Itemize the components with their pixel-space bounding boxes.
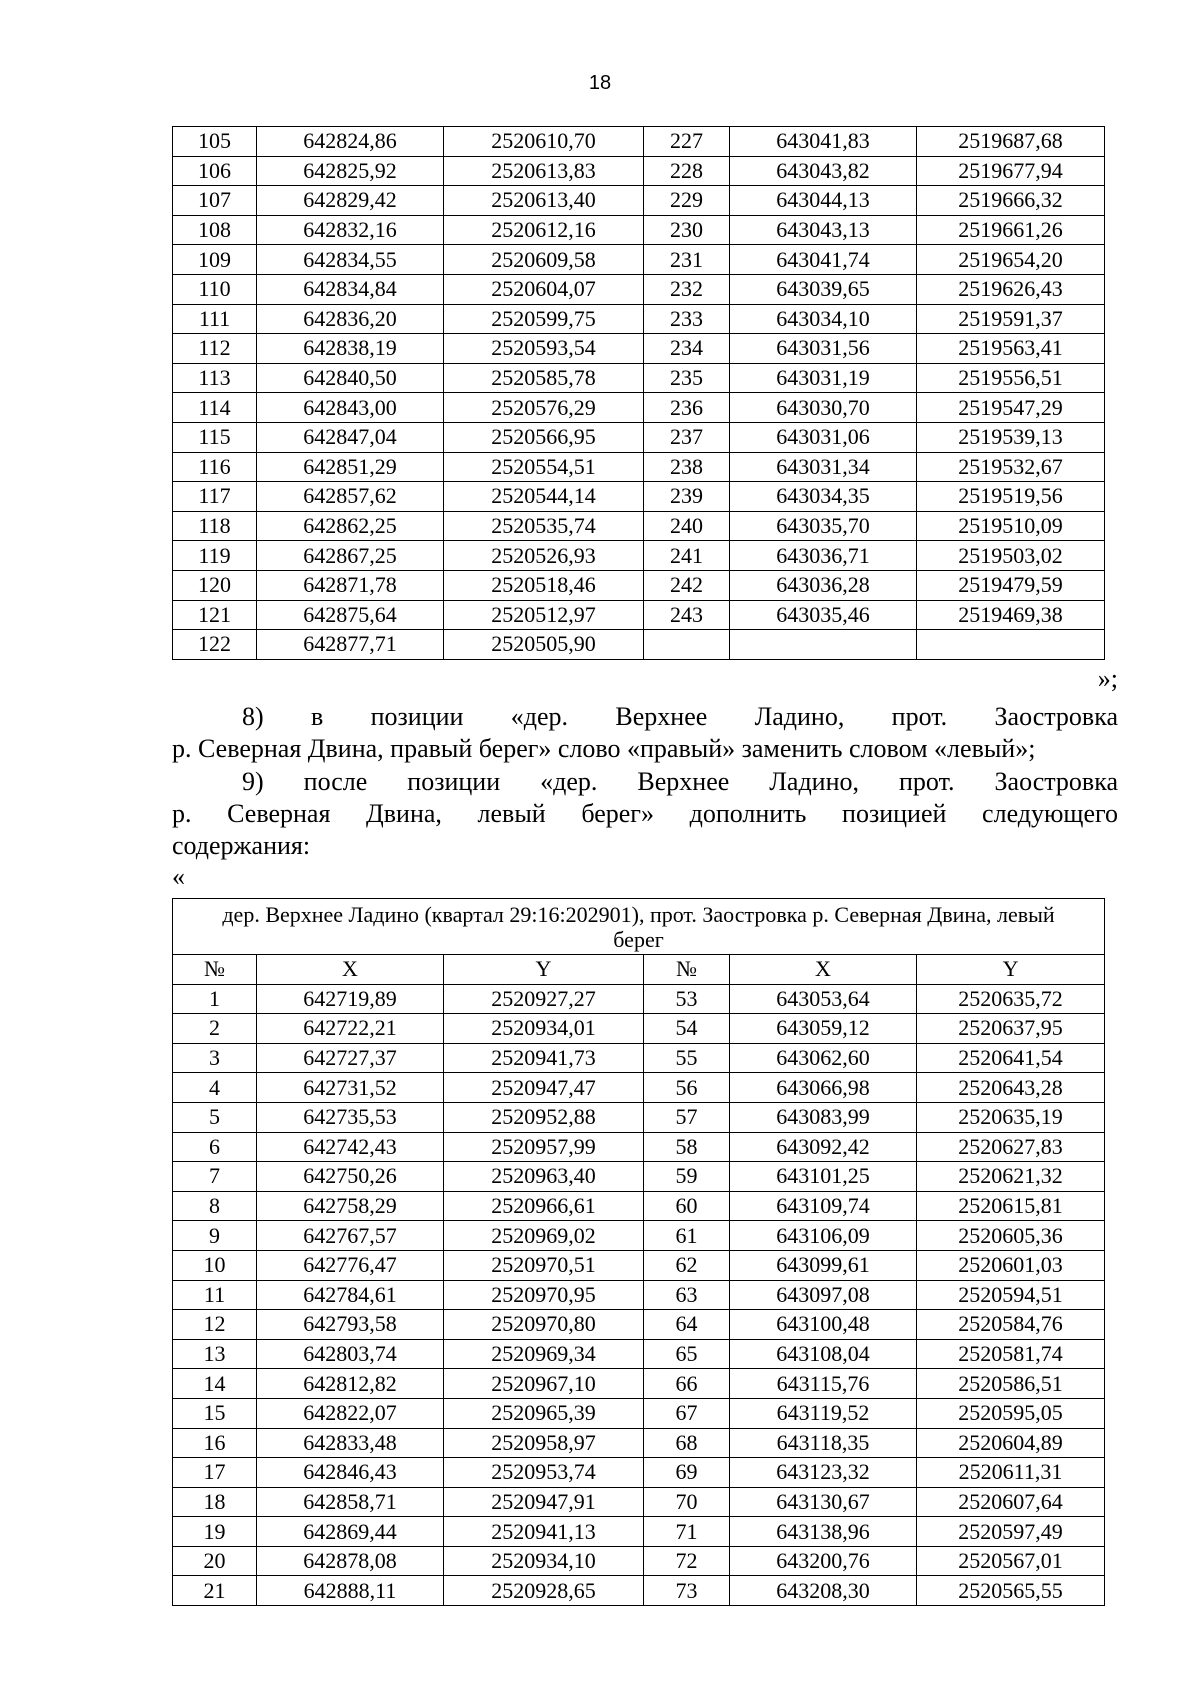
y-coordinate-cell: 2520611,31 — [917, 1458, 1105, 1488]
y-coordinate-cell: 2520544,14 — [444, 482, 644, 512]
y-coordinate-cell: 2520941,13 — [444, 1517, 644, 1547]
x-coordinate-cell: 643119,52 — [730, 1398, 917, 1428]
y-coordinate-cell: 2520512,97 — [444, 600, 644, 630]
point-number-cell: 236 — [644, 393, 730, 423]
y-coordinate-cell: 2520627,83 — [917, 1132, 1105, 1162]
x-coordinate-cell: 643092,42 — [730, 1132, 917, 1162]
y-coordinate-cell: 2520518,46 — [444, 570, 644, 600]
header-y-2: Y — [917, 955, 1105, 985]
point-number-cell: 8 — [173, 1191, 257, 1221]
y-coordinate-cell: 2520601,03 — [917, 1250, 1105, 1280]
y-coordinate-cell: 2520947,47 — [444, 1073, 644, 1103]
y-coordinate-cell: 2520952,88 — [444, 1102, 644, 1132]
table-row — [173, 1221, 1105, 1251]
x-coordinate-cell: 643099,61 — [730, 1250, 917, 1280]
y-coordinate-cell: 2520613,83 — [444, 156, 644, 186]
point-number-cell: 11 — [173, 1280, 257, 1310]
x-coordinate-cell: 643035,70 — [730, 511, 917, 541]
x-coordinate-cell: 643041,74 — [730, 245, 917, 275]
y-coordinate-cell: 2519479,59 — [917, 570, 1105, 600]
table-row — [173, 1369, 1105, 1399]
point-number-cell: 109 — [173, 245, 257, 275]
y-coordinate-cell: 2519687,68 — [917, 127, 1105, 157]
x-coordinate-cell: 643123,32 — [730, 1458, 917, 1488]
y-coordinate-cell: 2519661,26 — [917, 215, 1105, 245]
x-coordinate-cell: 642735,53 — [257, 1102, 444, 1132]
y-coordinate-cell: 2520934,10 — [444, 1546, 644, 1576]
point-number-cell: 107 — [173, 186, 257, 216]
point-number-cell: 66 — [644, 1369, 730, 1399]
x-coordinate-cell: 643030,70 — [730, 393, 917, 423]
header-number: № — [173, 955, 257, 985]
x-coordinate-cell: 643066,98 — [730, 1073, 917, 1103]
y-coordinate-cell: 2520927,27 — [444, 984, 644, 1014]
y-coordinate-cell: 2520958,97 — [444, 1428, 644, 1458]
x-coordinate-cell: 643106,09 — [730, 1221, 917, 1251]
amendment-item-8 — [172, 701, 1118, 765]
point-number-cell: 235 — [644, 363, 730, 393]
x-coordinate-cell: 643031,34 — [730, 452, 917, 482]
table-header-row — [173, 955, 1105, 985]
y-coordinate-cell: 2520970,80 — [444, 1310, 644, 1340]
header-x: X — [257, 955, 444, 985]
point-number-cell: 18 — [173, 1487, 257, 1517]
x-coordinate-cell: 642875,64 — [257, 600, 444, 630]
table-row — [173, 334, 1105, 364]
x-coordinate-cell: 643108,04 — [730, 1339, 917, 1369]
table-row — [173, 511, 1105, 541]
point-number-cell: 3 — [173, 1043, 257, 1073]
table-row — [173, 600, 1105, 630]
table-row — [173, 1043, 1105, 1073]
point-number-cell: 112 — [173, 334, 257, 364]
y-coordinate-cell: 2519677,94 — [917, 156, 1105, 186]
point-number-cell: 67 — [644, 1398, 730, 1428]
y-coordinate-cell: 2520621,32 — [917, 1162, 1105, 1192]
x-coordinate-cell: 642847,04 — [257, 422, 444, 452]
y-coordinate-cell: 2520615,81 — [917, 1191, 1105, 1221]
coordinates-table-continued — [172, 126, 1105, 660]
point-number-cell: 228 — [644, 156, 730, 186]
point-number-cell: 13 — [173, 1339, 257, 1369]
table-row — [173, 1546, 1105, 1576]
y-coordinate-cell: 2520966,61 — [444, 1191, 644, 1221]
point-number-cell: 1 — [173, 984, 257, 1014]
point-number-cell: 110 — [173, 274, 257, 304]
x-coordinate-cell: 642858,71 — [257, 1487, 444, 1517]
y-coordinate-cell: 2520643,28 — [917, 1073, 1105, 1103]
point-number-cell: 19 — [173, 1517, 257, 1547]
point-number-cell: 227 — [644, 127, 730, 157]
x-coordinate-cell: 642784,61 — [257, 1280, 444, 1310]
x-coordinate-cell: 642767,57 — [257, 1221, 444, 1251]
point-number-cell: 116 — [173, 452, 257, 482]
y-coordinate-cell: 2520576,29 — [444, 393, 644, 423]
x-coordinate-cell: 642722,21 — [257, 1014, 444, 1044]
point-number-cell: 239 — [644, 482, 730, 512]
point-number-cell: 2 — [173, 1014, 257, 1044]
y-coordinate-cell: 2520969,34 — [444, 1339, 644, 1369]
x-coordinate-cell: 642742,43 — [257, 1132, 444, 1162]
y-coordinate-cell: 2520641,54 — [917, 1043, 1105, 1073]
x-coordinate-cell: 642833,48 — [257, 1428, 444, 1458]
y-coordinate-cell: 2520605,36 — [917, 1221, 1105, 1251]
y-coordinate-cell: 2520565,55 — [917, 1576, 1105, 1606]
point-number-cell: 122 — [173, 630, 257, 660]
x-coordinate-cell: 642834,55 — [257, 245, 444, 275]
table-caption: дер. Верхнее Ладино (квартал 29:16:202901), прот. Заостровка р. Северная Двина, левый берег — [173, 899, 1105, 955]
y-coordinate-cell: 2520635,72 — [917, 984, 1105, 1014]
point-number-cell: 71 — [644, 1517, 730, 1547]
y-coordinate-cell: 2519654,20 — [917, 245, 1105, 275]
x-coordinate-cell: 643043,13 — [730, 215, 917, 245]
point-number-cell: 56 — [644, 1073, 730, 1103]
x-coordinate-cell: 643043,82 — [730, 156, 917, 186]
y-coordinate-cell: 2520595,05 — [917, 1398, 1105, 1428]
x-coordinate-cell: 643034,10 — [730, 304, 917, 334]
point-number-cell: 10 — [173, 1250, 257, 1280]
table-row — [173, 1014, 1105, 1044]
y-coordinate-cell: 2520566,95 — [444, 422, 644, 452]
point-number-cell: 7 — [173, 1162, 257, 1192]
y-coordinate-cell: 2520584,76 — [917, 1310, 1105, 1340]
point-number-cell: 60 — [644, 1191, 730, 1221]
x-coordinate-cell: 642731,52 — [257, 1073, 444, 1103]
point-number-cell: 117 — [173, 482, 257, 512]
y-coordinate-cell: 2520963,40 — [444, 1162, 644, 1192]
y-coordinate-cell: 2520610,70 — [444, 127, 644, 157]
table-row — [173, 156, 1105, 186]
table-row — [173, 984, 1105, 1014]
x-coordinate-cell: 642727,37 — [257, 1043, 444, 1073]
table-row — [173, 245, 1105, 275]
x-coordinate-cell: 643036,28 — [730, 570, 917, 600]
point-number-cell: 243 — [644, 600, 730, 630]
y-coordinate-cell: 2520599,75 — [444, 304, 644, 334]
x-coordinate-cell: 643101,25 — [730, 1162, 917, 1192]
point-number-cell: 53 — [644, 984, 730, 1014]
opening-quote: « — [172, 862, 185, 891]
x-coordinate-cell: 642758,29 — [257, 1191, 444, 1221]
x-coordinate-cell: 643200,76 — [730, 1546, 917, 1576]
y-coordinate-cell: 2520607,64 — [917, 1487, 1105, 1517]
amendment-9-line-2: р. Северная Двина, левый берег» дополнить позицией следующего — [172, 799, 1118, 828]
point-number-cell: 61 — [644, 1221, 730, 1251]
point-number-cell: 111 — [173, 304, 257, 334]
table-row — [173, 1073, 1105, 1103]
x-coordinate-cell: 642871,78 — [257, 570, 444, 600]
point-number-cell: 115 — [173, 422, 257, 452]
point-number-cell: 70 — [644, 1487, 730, 1517]
point-number-cell: 68 — [644, 1428, 730, 1458]
y-coordinate-cell: 2520567,01 — [917, 1546, 1105, 1576]
x-coordinate-cell: 642888,11 — [257, 1576, 444, 1606]
y-coordinate-cell: 2519532,67 — [917, 452, 1105, 482]
point-number-cell: 21 — [173, 1576, 257, 1606]
point-number-cell: 72 — [644, 1546, 730, 1576]
y-coordinate-cell: 2520928,65 — [444, 1576, 644, 1606]
y-coordinate-cell: 2520957,99 — [444, 1132, 644, 1162]
point-number-cell: 4 — [173, 1073, 257, 1103]
header-y: Y — [444, 955, 644, 985]
x-coordinate-cell — [730, 630, 917, 660]
table-row — [173, 1102, 1105, 1132]
y-coordinate-cell: 2520947,91 — [444, 1487, 644, 1517]
point-number-cell: 58 — [644, 1132, 730, 1162]
table-row — [173, 186, 1105, 216]
x-coordinate-cell: 643100,48 — [730, 1310, 917, 1340]
x-coordinate-cell: 642825,92 — [257, 156, 444, 186]
point-number-cell: 54 — [644, 1014, 730, 1044]
point-number-cell: 241 — [644, 541, 730, 571]
y-coordinate-cell: 2520635,19 — [917, 1102, 1105, 1132]
y-coordinate-cell: 2520612,16 — [444, 215, 644, 245]
table-row — [173, 393, 1105, 423]
point-number-cell: 57 — [644, 1102, 730, 1132]
table-row — [173, 1250, 1105, 1280]
table-row — [173, 127, 1105, 157]
y-coordinate-cell: 2519626,43 — [917, 274, 1105, 304]
y-coordinate-cell: 2520934,01 — [444, 1014, 644, 1044]
point-number-cell: 105 — [173, 127, 257, 157]
point-number-cell: 62 — [644, 1250, 730, 1280]
table-row — [173, 541, 1105, 571]
point-number-cell: 118 — [173, 511, 257, 541]
x-coordinate-cell: 642793,58 — [257, 1310, 444, 1340]
x-coordinate-cell: 643109,74 — [730, 1191, 917, 1221]
table-row — [173, 422, 1105, 452]
x-coordinate-cell: 642822,07 — [257, 1398, 444, 1428]
table-row — [173, 274, 1105, 304]
table-row — [173, 1458, 1105, 1488]
amendment-8-line-1: 8) в позиции «дер. Верхнее Ладино, прот. Заостровка — [242, 702, 1118, 731]
point-number-cell: 232 — [644, 274, 730, 304]
point-number-cell: 120 — [173, 570, 257, 600]
point-number-cell: 17 — [173, 1458, 257, 1488]
point-number-cell: 119 — [173, 541, 257, 571]
y-coordinate-cell — [917, 630, 1105, 660]
point-number-cell: 234 — [644, 334, 730, 364]
y-coordinate-cell: 2519563,41 — [917, 334, 1105, 364]
table-row — [173, 1339, 1105, 1369]
y-coordinate-cell: 2520593,54 — [444, 334, 644, 364]
x-coordinate-cell: 642824,86 — [257, 127, 444, 157]
y-coordinate-cell: 2519556,51 — [917, 363, 1105, 393]
y-coordinate-cell: 2520586,51 — [917, 1369, 1105, 1399]
y-coordinate-cell: 2520535,74 — [444, 511, 644, 541]
x-coordinate-cell: 642878,08 — [257, 1546, 444, 1576]
y-coordinate-cell: 2520967,10 — [444, 1369, 644, 1399]
point-number-cell: 121 — [173, 600, 257, 630]
amendment-8-line-2: р. Северная Двина, правый берег» слово «правый» заменить словом «левый»; — [172, 734, 1036, 763]
point-number-cell: 240 — [644, 511, 730, 541]
closing-quote: »; — [1097, 664, 1118, 693]
y-coordinate-cell: 2520637,95 — [917, 1014, 1105, 1044]
table-row — [173, 304, 1105, 334]
point-number-cell: 108 — [173, 215, 257, 245]
y-coordinate-cell: 2519519,56 — [917, 482, 1105, 512]
table-row — [173, 215, 1105, 245]
y-coordinate-cell: 2520597,49 — [917, 1517, 1105, 1547]
x-coordinate-cell: 642843,00 — [257, 393, 444, 423]
header-number-2: № — [644, 955, 730, 985]
table-row — [173, 452, 1105, 482]
x-coordinate-cell: 642832,16 — [257, 215, 444, 245]
x-coordinate-cell: 642840,50 — [257, 363, 444, 393]
x-coordinate-cell: 643041,83 — [730, 127, 917, 157]
y-coordinate-cell: 2519469,38 — [917, 600, 1105, 630]
x-coordinate-cell: 642851,29 — [257, 452, 444, 482]
y-coordinate-cell: 2520613,40 — [444, 186, 644, 216]
y-coordinate-cell: 2520581,74 — [917, 1339, 1105, 1369]
point-number-cell: 113 — [173, 363, 257, 393]
x-coordinate-cell: 643034,35 — [730, 482, 917, 512]
point-number-cell: 55 — [644, 1043, 730, 1073]
point-number-cell: 9 — [173, 1221, 257, 1251]
y-coordinate-cell: 2520969,02 — [444, 1221, 644, 1251]
point-number-cell: 69 — [644, 1458, 730, 1488]
x-coordinate-cell: 642719,89 — [257, 984, 444, 1014]
table-row — [173, 1428, 1105, 1458]
x-coordinate-cell: 643031,19 — [730, 363, 917, 393]
point-number-cell: 230 — [644, 215, 730, 245]
table-row — [173, 1310, 1105, 1340]
y-coordinate-cell: 2520604,07 — [444, 274, 644, 304]
x-coordinate-cell: 642803,74 — [257, 1339, 444, 1369]
x-coordinate-cell: 643039,65 — [730, 274, 917, 304]
point-number-cell — [644, 630, 730, 660]
x-coordinate-cell: 643083,99 — [730, 1102, 917, 1132]
x-coordinate-cell: 642838,19 — [257, 334, 444, 364]
x-coordinate-cell: 643130,67 — [730, 1487, 917, 1517]
x-coordinate-cell: 643097,08 — [730, 1280, 917, 1310]
point-number-cell: 63 — [644, 1280, 730, 1310]
coordinates-table-body — [173, 127, 1105, 660]
y-coordinate-cell: 2520970,95 — [444, 1280, 644, 1310]
point-number-cell: 14 — [173, 1369, 257, 1399]
x-coordinate-cell: 643062,60 — [730, 1043, 917, 1073]
header-x-2: X — [730, 955, 917, 985]
y-coordinate-cell: 2520585,78 — [444, 363, 644, 393]
y-coordinate-cell: 2519503,02 — [917, 541, 1105, 571]
table-row — [173, 1280, 1105, 1310]
point-number-cell: 15 — [173, 1398, 257, 1428]
point-number-cell: 59 — [644, 1162, 730, 1192]
x-coordinate-cell: 642869,44 — [257, 1517, 444, 1547]
point-number-cell: 20 — [173, 1546, 257, 1576]
table-row — [173, 1191, 1105, 1221]
table-row — [173, 1517, 1105, 1547]
amendment-9-line-3: содержания: — [172, 831, 311, 860]
point-number-cell: 6 — [173, 1132, 257, 1162]
table-row — [173, 630, 1105, 660]
y-coordinate-cell: 2520526,93 — [444, 541, 644, 571]
y-coordinate-cell: 2519591,37 — [917, 304, 1105, 334]
x-coordinate-cell: 643115,76 — [730, 1369, 917, 1399]
x-coordinate-cell: 642776,47 — [257, 1250, 444, 1280]
page-number: 18 — [588, 72, 612, 94]
x-coordinate-cell: 642867,25 — [257, 541, 444, 571]
x-coordinate-cell: 642877,71 — [257, 630, 444, 660]
amendment-9-line-1: 9) после позиции «дер. Верхнее Ладино, прот. Заостровка — [242, 767, 1118, 796]
point-number-cell: 231 — [644, 245, 730, 275]
x-coordinate-cell: 643031,06 — [730, 422, 917, 452]
x-coordinate-cell: 642857,62 — [257, 482, 444, 512]
y-coordinate-cell: 2519547,29 — [917, 393, 1105, 423]
point-number-cell: 242 — [644, 570, 730, 600]
x-coordinate-cell: 643118,35 — [730, 1428, 917, 1458]
point-number-cell: 5 — [173, 1102, 257, 1132]
point-number-cell: 64 — [644, 1310, 730, 1340]
point-number-cell: 73 — [644, 1576, 730, 1606]
table-row — [173, 1162, 1105, 1192]
point-number-cell: 238 — [644, 452, 730, 482]
x-coordinate-cell: 642834,84 — [257, 274, 444, 304]
x-coordinate-cell: 642836,20 — [257, 304, 444, 334]
y-coordinate-cell: 2520604,89 — [917, 1428, 1105, 1458]
x-coordinate-cell: 643036,71 — [730, 541, 917, 571]
y-coordinate-cell: 2520554,51 — [444, 452, 644, 482]
coordinates-table-body — [173, 984, 1105, 1605]
x-coordinate-cell: 642846,43 — [257, 1458, 444, 1488]
y-coordinate-cell: 2519510,09 — [917, 511, 1105, 541]
point-number-cell: 65 — [644, 1339, 730, 1369]
table-row — [173, 1132, 1105, 1162]
table-row — [173, 570, 1105, 600]
y-coordinate-cell: 2520970,51 — [444, 1250, 644, 1280]
x-coordinate-cell: 643035,46 — [730, 600, 917, 630]
y-coordinate-cell: 2519666,32 — [917, 186, 1105, 216]
point-number-cell: 106 — [173, 156, 257, 186]
x-coordinate-cell: 643138,96 — [730, 1517, 917, 1547]
x-coordinate-cell: 642829,42 — [257, 186, 444, 216]
table-row — [173, 482, 1105, 512]
table-row — [173, 1398, 1105, 1428]
x-coordinate-cell: 642862,25 — [257, 511, 444, 541]
y-coordinate-cell: 2520609,58 — [444, 245, 644, 275]
point-number-cell: 229 — [644, 186, 730, 216]
y-coordinate-cell: 2520505,90 — [444, 630, 644, 660]
x-coordinate-cell: 643208,30 — [730, 1576, 917, 1606]
x-coordinate-cell: 643053,64 — [730, 984, 917, 1014]
x-coordinate-cell: 642812,82 — [257, 1369, 444, 1399]
point-number-cell: 16 — [173, 1428, 257, 1458]
x-coordinate-cell: 643031,56 — [730, 334, 917, 364]
y-coordinate-cell: 2520594,51 — [917, 1280, 1105, 1310]
table-row — [173, 1576, 1105, 1606]
amendment-item-9 — [172, 766, 1118, 862]
point-number-cell: 233 — [644, 304, 730, 334]
point-number-cell: 12 — [173, 1310, 257, 1340]
point-number-cell: 114 — [173, 393, 257, 423]
table-row — [173, 1487, 1105, 1517]
table-row — [173, 363, 1105, 393]
y-coordinate-cell: 2519539,13 — [917, 422, 1105, 452]
y-coordinate-cell: 2520965,39 — [444, 1398, 644, 1428]
coordinates-table-new-position — [172, 898, 1105, 1606]
x-coordinate-cell: 643044,13 — [730, 186, 917, 216]
y-coordinate-cell: 2520953,74 — [444, 1458, 644, 1488]
point-number-cell: 237 — [644, 422, 730, 452]
x-coordinate-cell: 642750,26 — [257, 1162, 444, 1192]
y-coordinate-cell: 2520941,73 — [444, 1043, 644, 1073]
x-coordinate-cell: 643059,12 — [730, 1014, 917, 1044]
